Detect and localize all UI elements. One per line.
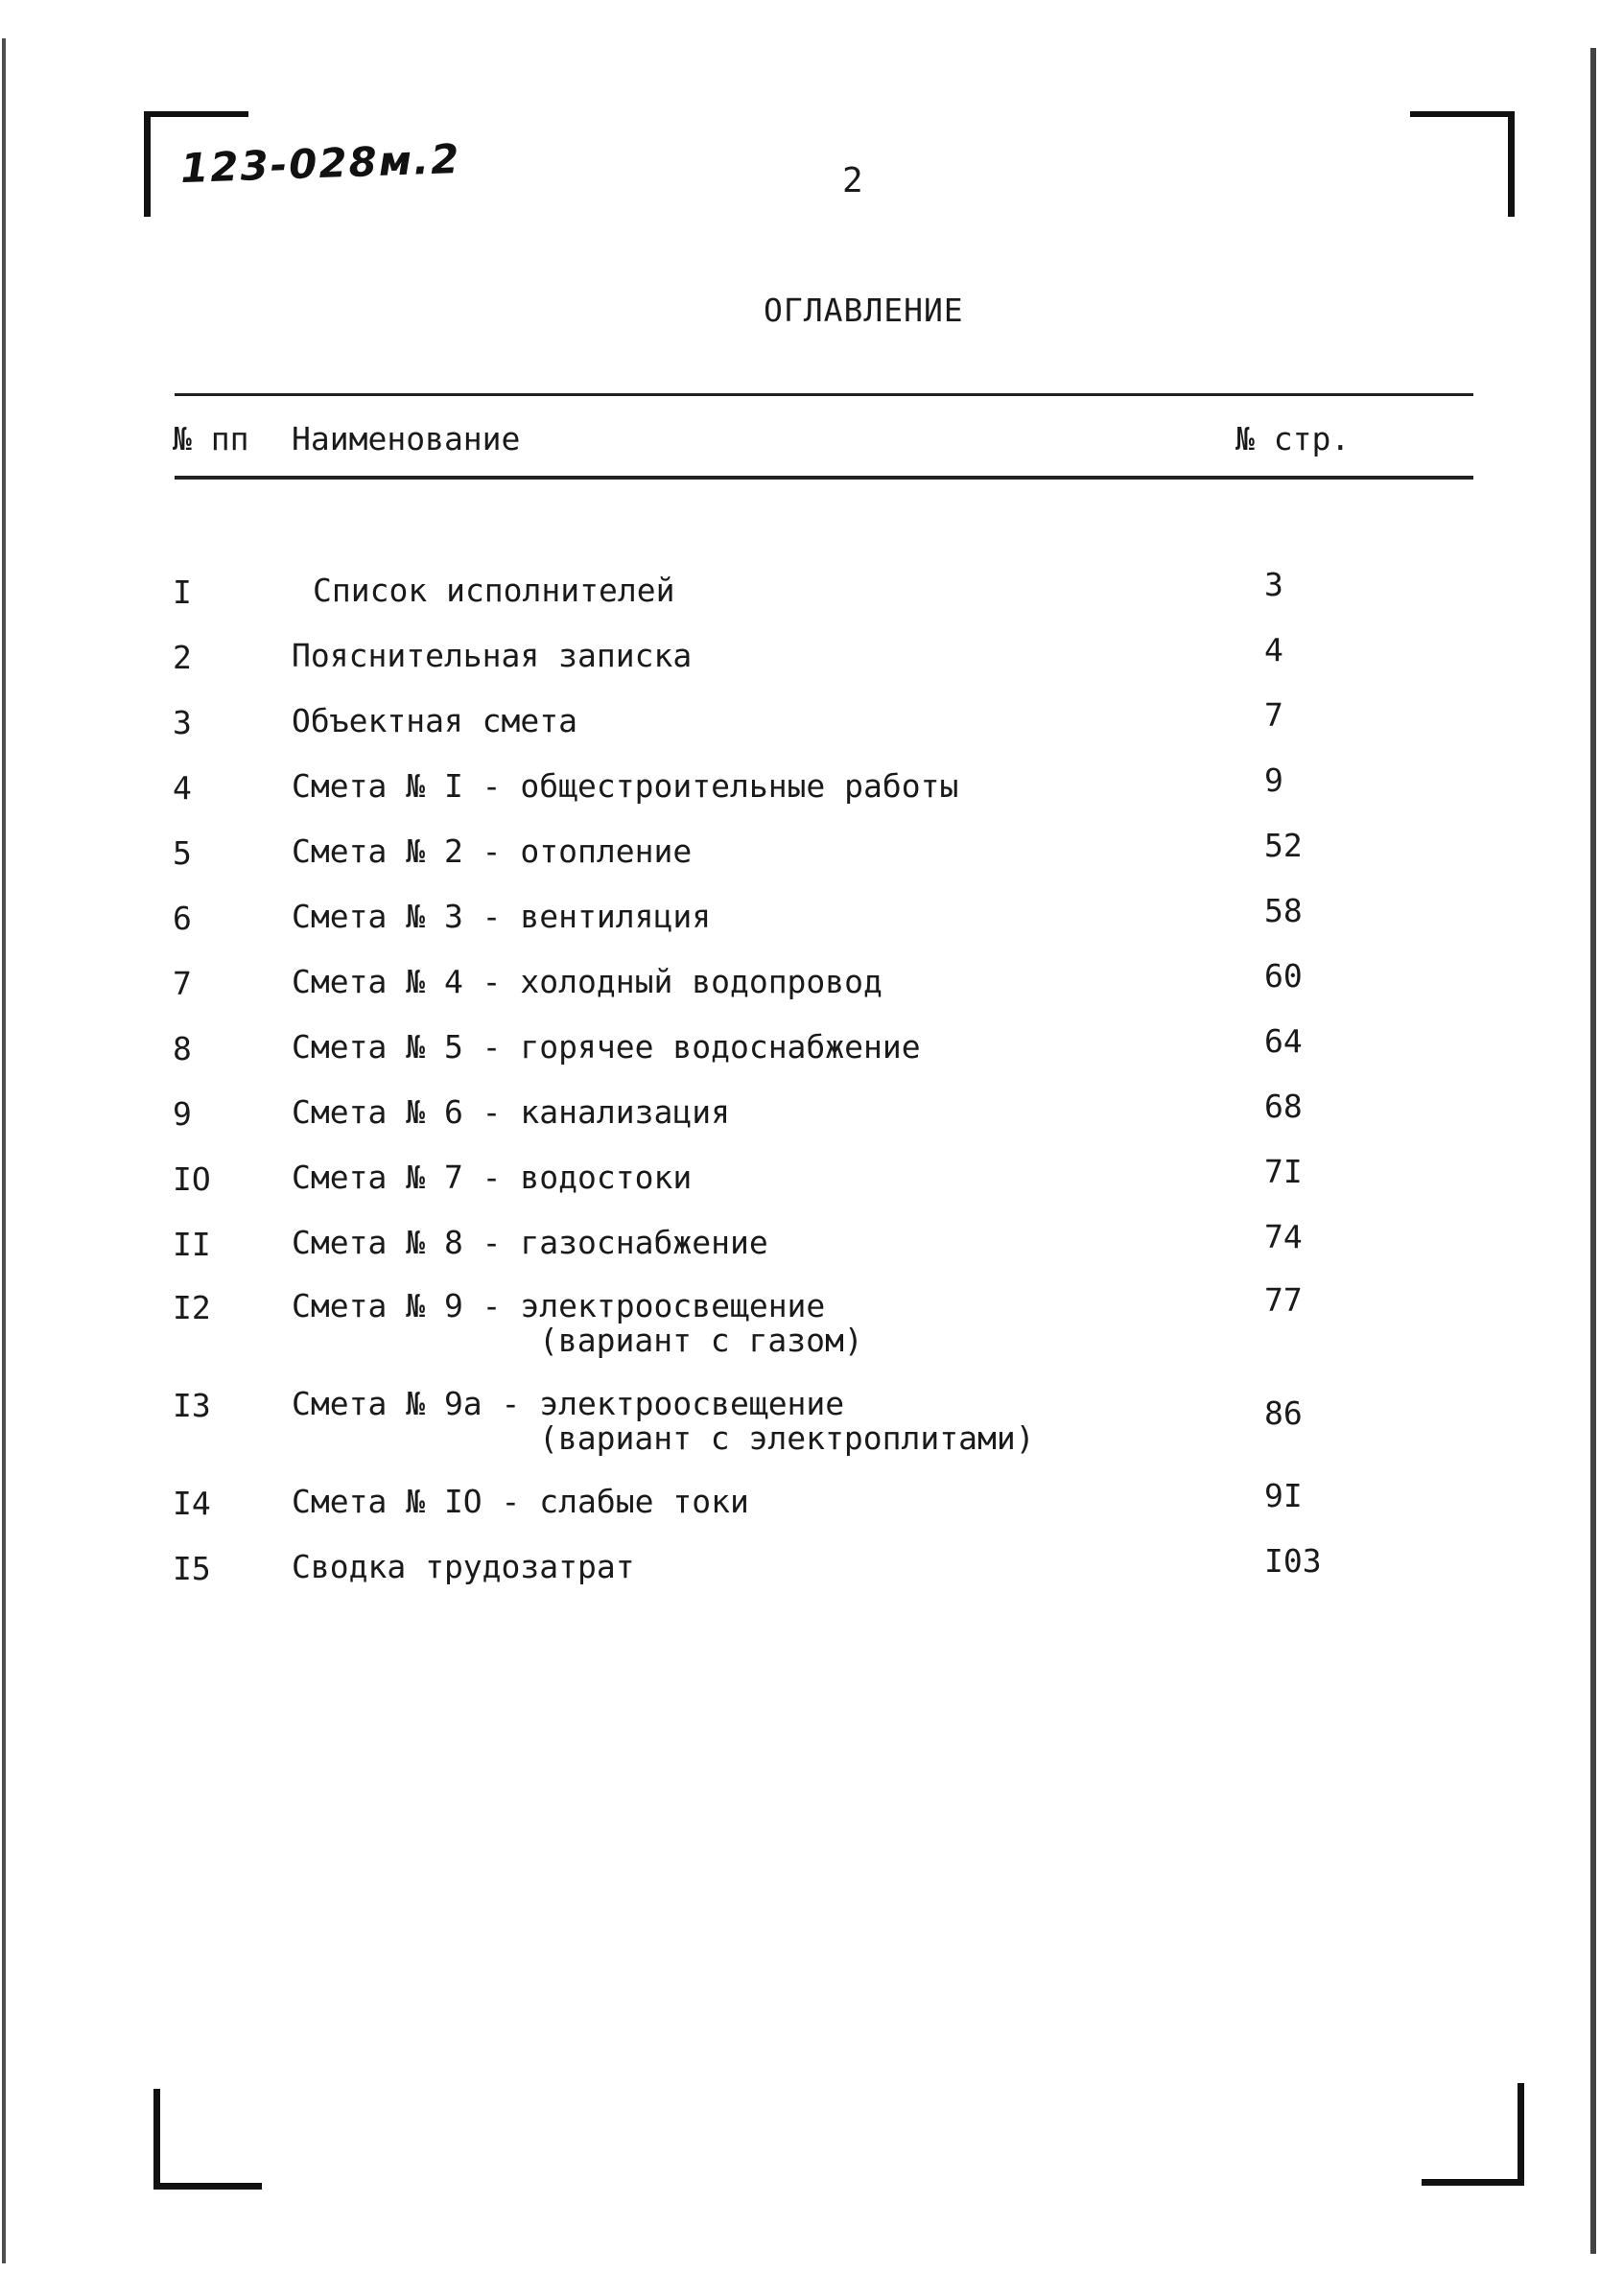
toc-row-title: Смета № 8 - газоснабжение bbox=[292, 1224, 768, 1261]
toc-row-page: 77 bbox=[1264, 1281, 1303, 1319]
toc-row-title: Список исполнителей bbox=[313, 572, 675, 609]
document-code: 123-028м.2 bbox=[179, 134, 462, 193]
toc-row-number: 3 bbox=[173, 704, 192, 741]
toc-row bbox=[0, 1153, 1600, 1218]
toc-row-title: Смета № 4 - холодный водопровод bbox=[292, 963, 882, 1000]
toc-row bbox=[0, 696, 1600, 761]
toc-row bbox=[0, 1088, 1600, 1153]
toc-row bbox=[0, 957, 1600, 1022]
toc-row bbox=[0, 827, 1600, 892]
toc-row-page: 9I bbox=[1264, 1477, 1303, 1514]
toc-row-number: I bbox=[173, 574, 192, 611]
toc-row-number: 9 bbox=[173, 1095, 192, 1133]
toc-row-title: Смета № IO - слабые токи bbox=[292, 1483, 749, 1520]
toc-row-title: Смета № 9а - электроосвещение (вариант с электроплитами) bbox=[292, 1385, 1035, 1457]
toc-row bbox=[0, 1022, 1600, 1088]
toc-row-page: 3 bbox=[1264, 566, 1283, 603]
toc-row bbox=[0, 1218, 1600, 1283]
toc-row-title: Смета № 2 - отопление bbox=[292, 832, 693, 870]
page-number: 2 bbox=[842, 161, 863, 200]
toc-row-number: I3 bbox=[173, 1387, 211, 1424]
toc-row-title: Смета № 3 - вентиляция bbox=[292, 898, 712, 935]
toc-row-page: I03 bbox=[1264, 1542, 1322, 1580]
toc-row bbox=[0, 1281, 1600, 1366]
toc-row bbox=[0, 1387, 1600, 1464]
toc-row-page: 7I bbox=[1264, 1153, 1303, 1190]
toc-row-page: 60 bbox=[1264, 957, 1303, 995]
toc-row-title: Сводка трудозатрат bbox=[292, 1548, 635, 1585]
toc-row-page: 4 bbox=[1264, 631, 1283, 668]
toc-row-title: Смета № 7 - водостоки bbox=[292, 1159, 693, 1196]
column-header-page: № стр. bbox=[1235, 420, 1351, 457]
toc-row-title: Объектная смета bbox=[292, 702, 578, 739]
toc-row bbox=[0, 1542, 1600, 1607]
toc-row-number: IO bbox=[173, 1160, 211, 1198]
toc-row-number: I4 bbox=[173, 1485, 211, 1522]
toc-row-page: 64 bbox=[1264, 1022, 1303, 1060]
toc-row-number: I5 bbox=[173, 1550, 211, 1587]
toc-row-number: 2 bbox=[173, 639, 192, 676]
toc-row-page: 86 bbox=[1264, 1394, 1303, 1432]
column-header-number: № пп bbox=[173, 420, 249, 457]
toc-row-number: I2 bbox=[173, 1289, 211, 1326]
toc-row bbox=[0, 761, 1600, 827]
toc-row-title: Смета № I - общестроительные работы bbox=[292, 767, 959, 805]
column-header-name: Наименование bbox=[292, 420, 521, 457]
toc-row bbox=[0, 566, 1600, 631]
toc-row-page: 74 bbox=[1264, 1218, 1303, 1255]
toc-row bbox=[0, 892, 1600, 957]
toc-row-number: 6 bbox=[173, 900, 192, 937]
toc-row-number: 8 bbox=[173, 1030, 192, 1067]
toc-row-number: 7 bbox=[173, 965, 192, 1002]
toc-row-title: Смета № 9 - электроосвещение (вариант с газом) bbox=[292, 1287, 863, 1359]
toc-row bbox=[0, 631, 1600, 696]
toc-row-page: 58 bbox=[1264, 892, 1303, 929]
toc-row-title: Смета № 5 - горячее водоснабжение bbox=[292, 1028, 921, 1066]
toc-row-page: 68 bbox=[1264, 1088, 1303, 1125]
toc-row bbox=[0, 1477, 1600, 1542]
toc-row-page: 9 bbox=[1264, 761, 1283, 799]
page-title: ОГЛАВЛЕНИЕ bbox=[764, 292, 964, 329]
toc-row-title: Пояснительная записка bbox=[292, 637, 693, 674]
toc-row-number: 5 bbox=[173, 834, 192, 872]
toc-row-page: 7 bbox=[1264, 696, 1283, 734]
toc-row-page: 52 bbox=[1264, 827, 1303, 864]
toc-row-number: 4 bbox=[173, 769, 192, 807]
toc-row-number: II bbox=[173, 1226, 211, 1263]
toc-row-title: Смета № 6 - канализация bbox=[292, 1093, 730, 1131]
